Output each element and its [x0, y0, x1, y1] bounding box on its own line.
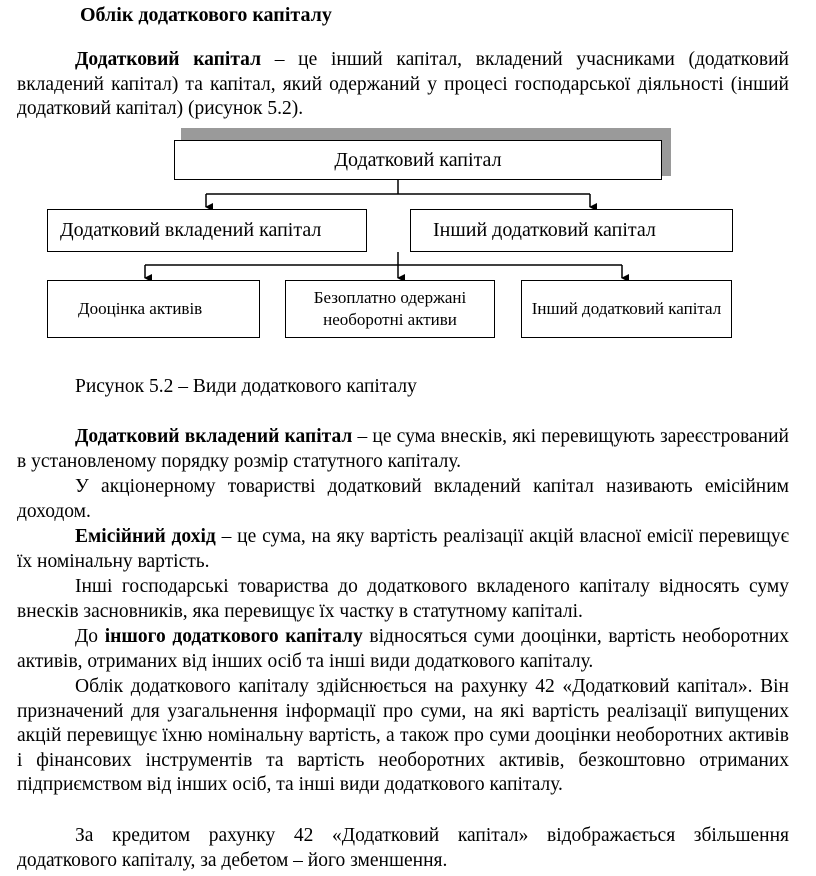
root-label: Додатковий капітал: [334, 148, 502, 171]
p3-term: Емісійний дохід: [75, 526, 216, 547]
p3-text: – це сума, на яку вартість реалізації акцій власної емісії перевищує їх номінальну вартість.: [17, 526, 789, 572]
intro-text: – це інший капітал, вкладений учасниками (додатковий вкладений капітал) та капітал, який одержаний у процесі господарської діяльності (інший додатковий капітал) (рисунок 5.2).: [17, 49, 789, 119]
paragraph-2: [17, 475, 789, 524]
paragraph-7: [17, 824, 789, 873]
leaf3-box: [521, 280, 732, 338]
paragraph-6: [17, 675, 789, 798]
leaf2-box: [285, 280, 495, 338]
left-label: Додатковий вкладений капітал: [60, 219, 322, 241]
root-box: [174, 140, 662, 180]
p5-text: відносяться суми дооцінки, вартість необоротних активів, отриманих від інших осіб та інші види додаткового капіталу.: [17, 626, 790, 672]
figure-caption: Рисунок 5.2 – Види додаткового капіталу: [75, 376, 417, 397]
right-box: [410, 209, 733, 252]
leaf3-label: Інший додатковий капітал: [531, 299, 722, 318]
p6-text: Облік додаткового капіталу здійснюється на рахунку 42 «Додатковий капітал». Він призначений для узагальнення інформації про суми, на які вартість реалізації випущених акцій перевищує їхню номінальну вартість, а також про суми дооцінки необоротних активів і фінансових інструментів та вартість необоротних активів, безкоштовно отриманих підприємством від інших осіб, та інші види додаткового капіталу.: [17, 676, 789, 795]
right-label: Інший додатковий капітал: [433, 219, 656, 241]
paragraph-3: [17, 525, 789, 574]
p1-text: – це сума внесків, які перевищують зареєстрований в установленому порядку розмір статутного капіталу.: [17, 426, 789, 472]
paragraph-5: [17, 625, 789, 674]
left-box: [47, 209, 367, 252]
p5-term: іншого додаткового капіталу: [104, 626, 363, 647]
leaf1-label: Дооцінка активів: [78, 299, 203, 318]
p2-text: У акціонерному товаристві додатковий вкладений капітал називають емісійним доходом.: [17, 476, 789, 522]
p7-text: За кредитом рахунку 42 «Додатковий капітал» відображається збільшення додаткового капіталу, за дебетом – його зменшення.: [17, 825, 789, 871]
intro-term: Додатковий капітал: [75, 49, 262, 70]
section-heading: Облік додаткового капіталу: [80, 4, 332, 26]
p1-term: Додатковий вкладений капітал: [75, 426, 353, 447]
p4-text: Інші господарські товариства до додаткового вкладеного капіталу відносять суму внесків засновників, яка перевищує їх частку в статутному капіталі.: [17, 576, 789, 622]
capital-diagram: [0, 0, 816, 370]
paragraph-4: [17, 575, 789, 624]
leaf1-box: [47, 280, 260, 338]
paragraph-1: [17, 425, 789, 474]
leaf2-label: Безоплатно одержані необоротні активи: [313, 288, 467, 329]
p5-pre: До: [75, 626, 105, 647]
